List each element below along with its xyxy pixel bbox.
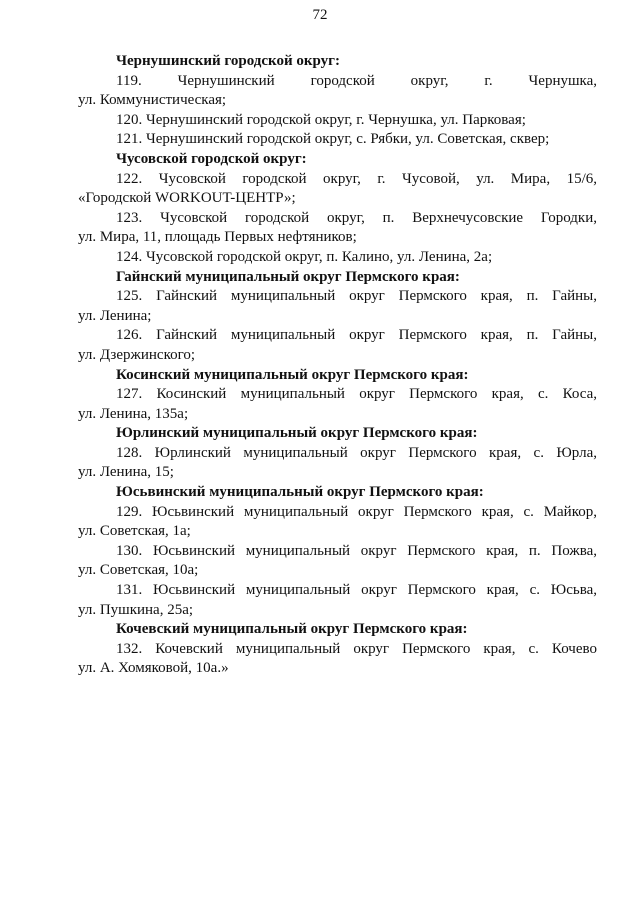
section-heading: Косинский муниципальный округ Пермского края: (116, 366, 469, 383)
list-item-continuation: ул. Пушкина, 25а; (78, 601, 194, 618)
list-item: 126. Гайнский муниципальный округ Пермского края, п. Гайны, (116, 327, 597, 344)
list-item-continuation: ул. Советская, 1а; (78, 523, 191, 540)
list-item: 127. Косинский муниципальный округ Пермского края, с. Коса, (116, 386, 597, 403)
list-item: 124. Чусовской городской округ, п. Калино, ул. Ленина, 2а; (116, 248, 493, 265)
page-number: 72 (312, 7, 328, 23)
list-item-continuation: ул. Ленина, 15; (78, 464, 174, 481)
section-heading: Гайнский муниципальный округ Пермского края: (116, 268, 460, 285)
list-item: 128. Юрлинский муниципальный округ Пермского края, с. Юрла, (116, 444, 597, 461)
list-item-continuation: ул. Коммунистическая; (78, 92, 227, 109)
section-heading: Чернушинский городской округ: (116, 53, 340, 69)
list-item: 130. Юсьвинский муниципальный округ Пермского края, п. Пожва, (116, 542, 597, 559)
list-item: 131. Юсьвинский муниципальный округ Пермского края, с. Юсьва, (116, 582, 597, 599)
section-heading: Юрлинский муниципальный округ Пермского края: (116, 425, 478, 442)
list-item: 120. Чернушинский городской округ, г. Чернушка, ул. Парковая; (116, 111, 526, 128)
document-body (78, 52, 597, 679)
list-item-continuation: «Городской WORKOUT-ЦЕНТР»; (78, 190, 296, 207)
list-item: 125. Гайнский муниципальный округ Пермского края, п. Гайны, (116, 288, 597, 305)
list-item: 122. Чусовской городской округ, г. Чусовой, ул. Мира, 15/6, (116, 170, 597, 187)
list-item-continuation: ул. А. Хомяковой, 10а.» (78, 660, 229, 677)
list-item: 123. Чусовской городской округ, п. Верхнечусовские Городки, (116, 209, 597, 226)
section-heading: Кочевский муниципальный округ Пермского края: (116, 621, 468, 638)
list-item: 119. Чернушинский городской округ, г. Чернушка, (116, 72, 597, 89)
list-item-continuation: ул. Ленина, 135а; (78, 405, 189, 422)
list-item-continuation: ул. Мира, 11, площадь Первых нефтяников; (78, 229, 357, 246)
list-item: 129. Юсьвинский муниципальный округ Пермского края, с. Майкор, (116, 503, 597, 520)
section-heading: Юсьвинский муниципальный округ Пермского края: (116, 484, 484, 501)
list-item-continuation: ул. Дзержинского; (78, 346, 196, 363)
section-heading: Чусовской городской округ: (116, 150, 307, 167)
list-item-continuation: ул. Советская, 10а; (78, 562, 199, 579)
list-item-continuation: ул. Ленина; (78, 307, 152, 324)
list-item: 121. Чернушинский городской округ, с. Рябки, ул. Советская, сквер; (116, 131, 550, 148)
list-item: 132. Кочевский муниципальный округ Пермского края, с. Кочево (116, 640, 597, 657)
